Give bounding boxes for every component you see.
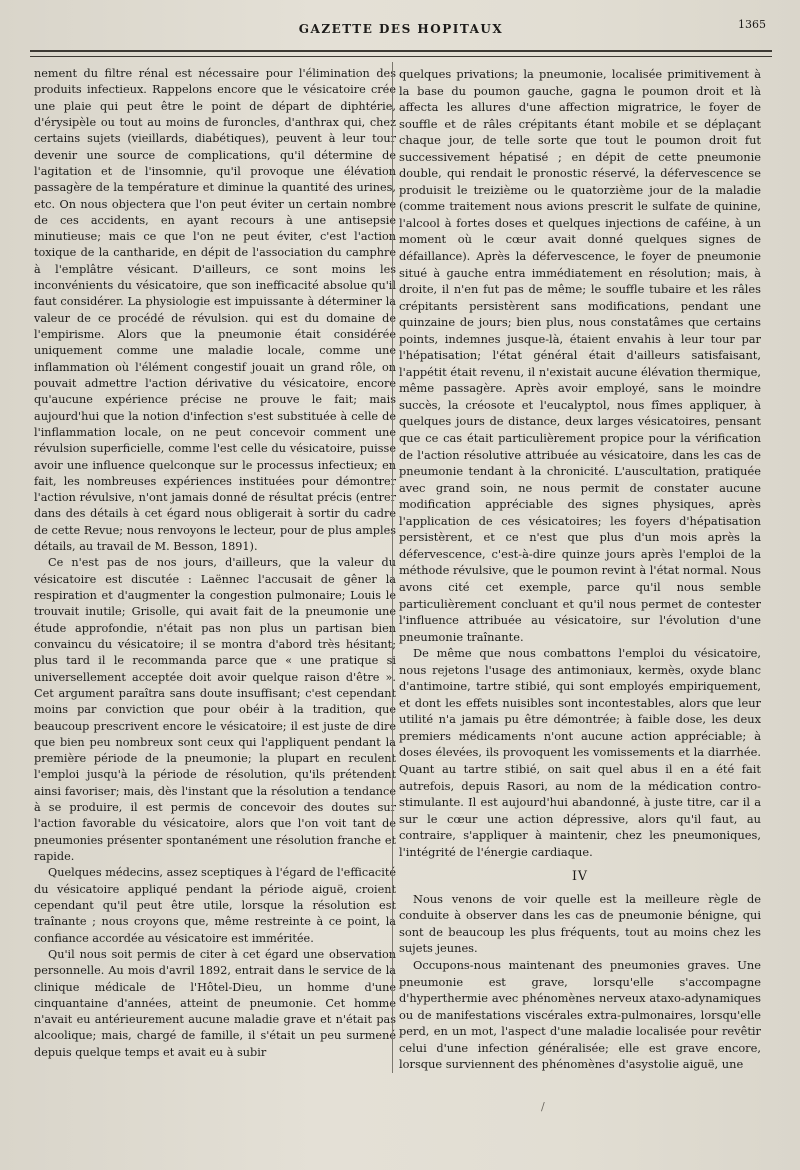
- header-rule-thin: [30, 56, 772, 57]
- column-divider: [392, 62, 393, 1073]
- paragraph: De même que nous combattons l'emploi du vésicatoire, nous rejetons l'usage des antimoniaux, kermès, oxyde blanc d'antimoine, tartre stibié, qui sont employés empiriquement, et dont les effets nuisibles sont incontestables, alors que leur utilité n'a jamais pu être démontrée; à faible dose, les deux premiers médicaments n'ont aucune action appréciable; à doses élevées, ils provoquent les vomissements et la diarrhée. Quant au tartre stibié, on sait quel abus il en a été fait autrefois, depuis Rasori, au nom de la médication contro-stimulante. Il est aujourd'hui abandonné, à juste titre, car il a sur le cœur une action dépressive, alors qu'il faut, au contraire, s'appliquer à maintenir, chez les pneumoniques, l'intégrité de l'énergie cardiaque.: [399, 646, 761, 859]
- paragraph: Occupons-nous maintenant des pneumonies graves. Une pneumonie est grave, lorsqu'elle s'accompagne d'hyperthermie avec phénomènes nerveux ataxo-adynamiques ou de manifestations viscérales extra-pulmonaires, lorsqu'elle perd, en un mot, l'aspect d'une maladie localisée pour revêtir celui d'une infection généralisée; elle est grave encore, lorsque surviennent des phénomènes d'asystolie aiguë, une: [399, 957, 761, 1072]
- page-header: [30, 18, 772, 44]
- stray-mark: /: [541, 1100, 545, 1113]
- paragraph: Nous venons de voir quelle est la meilleure règle de conduite à observer dans les cas de pneumonie bénigne, qui sont de beaucoup les plus fréquents, tout au moins chez les sujets jeunes.: [399, 891, 761, 956]
- running-title: GAZETTE DES HOPITAUX: [298, 22, 504, 36]
- paragraph: Ce n'est pas de nos jours, d'ailleurs, que la valeur du vésicatoire est discutée : Laënnec l'accusait de gêner la respiration et d'augmenter la congestion pulmonaire; Louis le trouvait inutile; Grisolle, qui avait fait de la pneumonie une étude approfondie, n'était pas non plus un partisan bien convaincu du vésicatoire; il se montra d'abord très hésitant; plus tard il le recommanda parce que « une pratique si universellement acceptée doit avoir quelque raison d'être ». Cet argument paraîtra sans doute insuffisant; c'est cependant moins par conviction que pour obéir à la tradition, que beaucoup prescrivent encore le vésicatoire; il est juste de dire que bien peu nombreux sont ceux qui l'appliquent pendant la première période de la pneumonie; la plupart en reculent l'emploi jusqu'à la période de résolution, qu'ils prétendent ainsi favoriser; mais, dès l'instant que la résolution a tendance à se produire, il est permis de concevoir des doutes sur l'action favorable du vésicatoire, alors que l'on voit tant de pneumonies présenter spontanément une résolution franche et rapide.: [34, 556, 396, 863]
- left-column: [34, 66, 396, 1061]
- paragraph: Quelques médecins, assez sceptiques à l'égard de l'efficacité du vésicatoire appliqué pendant la période aiguë, croient cependant qu'il peut être utile, lorsque la résolution est traînante ; nous croyons que, même restreinte à ce point, la confiance accordée au vésicatoire est imméritée.: [34, 866, 396, 945]
- paragraph: nement du filtre rénal est nécessaire pour l'élimination des produits infectieux. Rappelons encore que le vésicatoire crée une plaie qui peut être le point de départ de diphtérie, d'érysipèle ou tout au moins de furoncles, d'anthrax qui, chez certains sujets (vieillards, diabétiques), peuvent à leur tour devenir une source de complications, qu'il détermine de l'agitation et de l'insomnie, qu'il provoque une élévation passagère de la température et diminue la quantité des urines, etc. On nous objectera que l'on peut éviter un certain nombre de ces accidents, en ayant recours à une antisepsie minutieuse; mais ce que l'on ne peut éviter, c'est l'action toxique de la cantharide, en dépit de l'association du camphre à l'emplâtre vésicant. D'ailleurs, ce sont moins les inconvénients du vésicatoire, que son inefficacité absolue qu'il faut considérer. La physiologie est impuissante à déterminer la valeur de ce procédé de révulsion. qui est du domaine de l'empirisme. Alors que la pneumonie était considérée uniquement comme une maladie locale, comme une inflammation où l'élément congestif jouait un grand rôle, on pouvait admettre l'action dérivative du vésicatoire, encore qu'aucune expérience précise ne prouve le fait; mais aujourd'hui que la notion d'infection s'est substituée à celle de l'inflammation locale, on ne peut concevoir comment une révulsion superficielle, comme l'est celle du vésicatoire, puisse avoir une influence quelconque sur le processus infectieux; en fait, les nombreuses expériences instituées pour démontrer l'action révulsive, n'ont jamais donné de résultat précis (entrer dans des détails à cet égard nous obligerait à sortir du cadre de cette Revue; nous renvoyons le lecteur, pour de plus amples détails, au travail de M. Besson, 1891).: [34, 67, 396, 554]
- paragraph: quelques privations; la pneumonie, localisée primitivement à la base du poumon gauche, gagna le poumon droit et là affecta les allures d'une affection migratrice, le foyer de souffle et de râles crépitants étant mobile et se déplaçant chaque jour, de telle sorte que tout le poumon droit fut successivement hépatisé ; en dépit de cette pneumonie double, qui rendait le pronostic réservé, la défervescence se produisit le treizième ou le quatorzième jour de la maladie (comme traitement nous avions prescrit le sulfate de quinine, l'alcool à fortes doses et quelques injections de caféine, à un moment où le cœur avait donné quelques signes de défaillance). Après la défervescence, le foyer de pneumonie situé à gauche entra immédiatement en résolution; mais, à droite, il n'en fut pas de même; le souffle tubaire et les râles crépitants persistèrent sans modifications, pendant une quinzaine de jours; bien plus, nous constatâmes que certains points, indemnes jusque-là, étaient envahis à leur tour par l'hépatisation; l'état général était d'ailleurs satisfaisant, l'appétit était revenu, il n'existait aucune élévation thermique, même passagère. Après avoir employé, sans le moindre succès, la créosote et l'eucalyptol, nous fîmes appliquer, à quelques jours de distance, deux larges vésicatoires, pensant que ce cas était particulièrement propice pour la vérification de l'action résolutive attribuée au vésicatoire, dans les cas de pneumonie tendant à la chronicité. L'auscultation, pratiquée avec grand soin, ne nous permit de constater aucune modification appréciable des signes physiques, après l'application de ces vésicatoires; les foyers d'hépatisation persistèrent, et ce n'est que plus d'un mois après la défervescence, c'est-à-dire quinze jours après l'emploi de la méthode révulsive, que le poumon revint à l'état normal. Nous avons cité cet exemple, parce qu'il nous semble particulièrement concluant et qu'il nous permet de contester l'influence attribuée au vésicatoire, sur l'évolution d'une pneumonie traînante.: [399, 67, 761, 644]
- header-rule-thick: [30, 50, 772, 52]
- page-number: 1365: [738, 18, 766, 31]
- section-heading: IV: [571, 868, 589, 884]
- right-column: [399, 66, 761, 1073]
- paragraph: Qu'il nous soit permis de citer à cet égard une observation personnelle. Au mois d'avril 1892, entrait dans le service de la clinique médicale de l'Hôtel-Dieu, un homme d'une cinquantaine d'années, atteint de pneumonie. Cet homme n'avait eu antérieurement aucune maladie grave et n'était pas alcoolique; mais, chargé de famille, il s'était un peu surmené depuis quelque temps et avait eu à subir: [34, 947, 396, 1059]
